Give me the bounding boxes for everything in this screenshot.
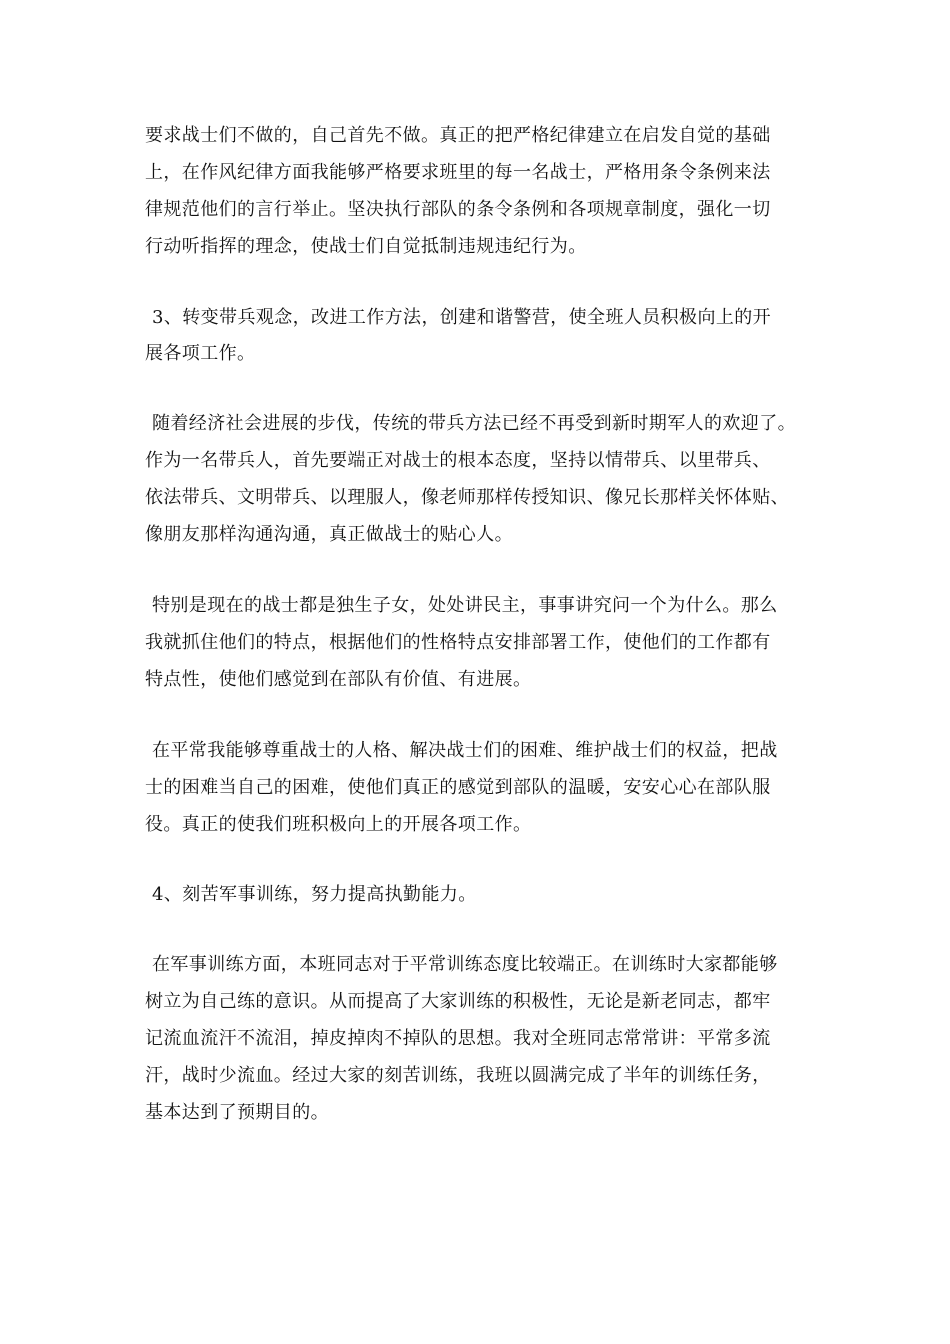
paragraph-2-line-1: 3、转变带兵观念，改进工作方法，创建和谐警营，使全班人员积极向上的开 bbox=[152, 307, 772, 328]
paragraph-1-line-2: 上，在作风纪律方面我能够严格要求班里的每一名战士，严格用条令条例来法 bbox=[145, 162, 771, 183]
section-heading-4: 4、刻苦军事训练，努力提高执勤能力。 bbox=[152, 884, 477, 905]
paragraph-7-line-2: 树立为自己练的意识。从而提高了大家训练的积极性，无论是新老同志，都牢 bbox=[145, 991, 771, 1012]
paragraph-3-line-1: 随着经济社会进展的步伐，传统的带兵方法已经不再受到新时期军人的欢迎了。 bbox=[152, 413, 796, 434]
paragraph-7-line-3: 记流血流汗不流泪，掉皮掉肉不掉队的思想。我对全班同志常常讲：平常多流 bbox=[145, 1028, 771, 1049]
paragraph-7-line-4: 汗，战时少流血。经过大家的刻苦训练，我班以圆满完成了半年的训练任务， bbox=[145, 1065, 771, 1086]
paragraph-4-line-1: 特别是现在的战士都是独生子女，处处讲民主，事事讲究问一个为什么。那么 bbox=[152, 595, 778, 616]
paragraph-3-line-3: 依法带兵、文明带兵、以理服人，像老师那样传授知识、像兄长那样关怀体贴、 bbox=[145, 487, 789, 508]
paragraph-7-line-5: 基本达到了预期目的。 bbox=[145, 1102, 329, 1123]
paragraph-3-line-2: 作为一名带兵人，首先要端正对战士的根本态度，坚持以情带兵、以里带兵、 bbox=[145, 450, 771, 471]
paragraph-1-line-4: 行动听指挥的理念，使战士们自觉抵制违规违纪行为。 bbox=[145, 236, 587, 257]
paragraph-4-line-2: 我就抓住他们的特点，根据他们的性格特点安排部署工作，使他们的工作都有 bbox=[145, 632, 771, 653]
paragraph-1-line-3: 律规范他们的言行举止。坚决执行部队的条令条例和各项规章制度，强化一切 bbox=[145, 199, 771, 220]
paragraph-5-line-3: 役。真正的使我们班积极向上的开展各项工作。 bbox=[145, 814, 532, 835]
paragraph-2-line-2: 展各项工作。 bbox=[145, 343, 256, 364]
paragraph-4-line-3: 特点性，使他们感觉到在部队有价值、有进展。 bbox=[145, 669, 532, 690]
paragraph-7-line-1: 在军事训练方面，本班同志对于平常训练态度比较端正。在训练时大家都能够 bbox=[152, 954, 778, 975]
paragraph-5-line-2: 士的困难当自己的困难，使他们真正的感觉到部队的温暖，安安心心在部队服 bbox=[145, 777, 771, 798]
paragraph-1-line-1: 要求战士们不做的，自己首先不做。真正的把严格纪律建立在启发自觉的基础 bbox=[145, 125, 771, 146]
paragraph-5-line-1: 在平常我能够尊重战士的人格、解决战士们的困难、维护战士们的权益，把战 bbox=[152, 740, 778, 761]
paragraph-3-line-4: 像朋友那样沟通沟通，真正做战士的贴心人。 bbox=[145, 524, 513, 545]
